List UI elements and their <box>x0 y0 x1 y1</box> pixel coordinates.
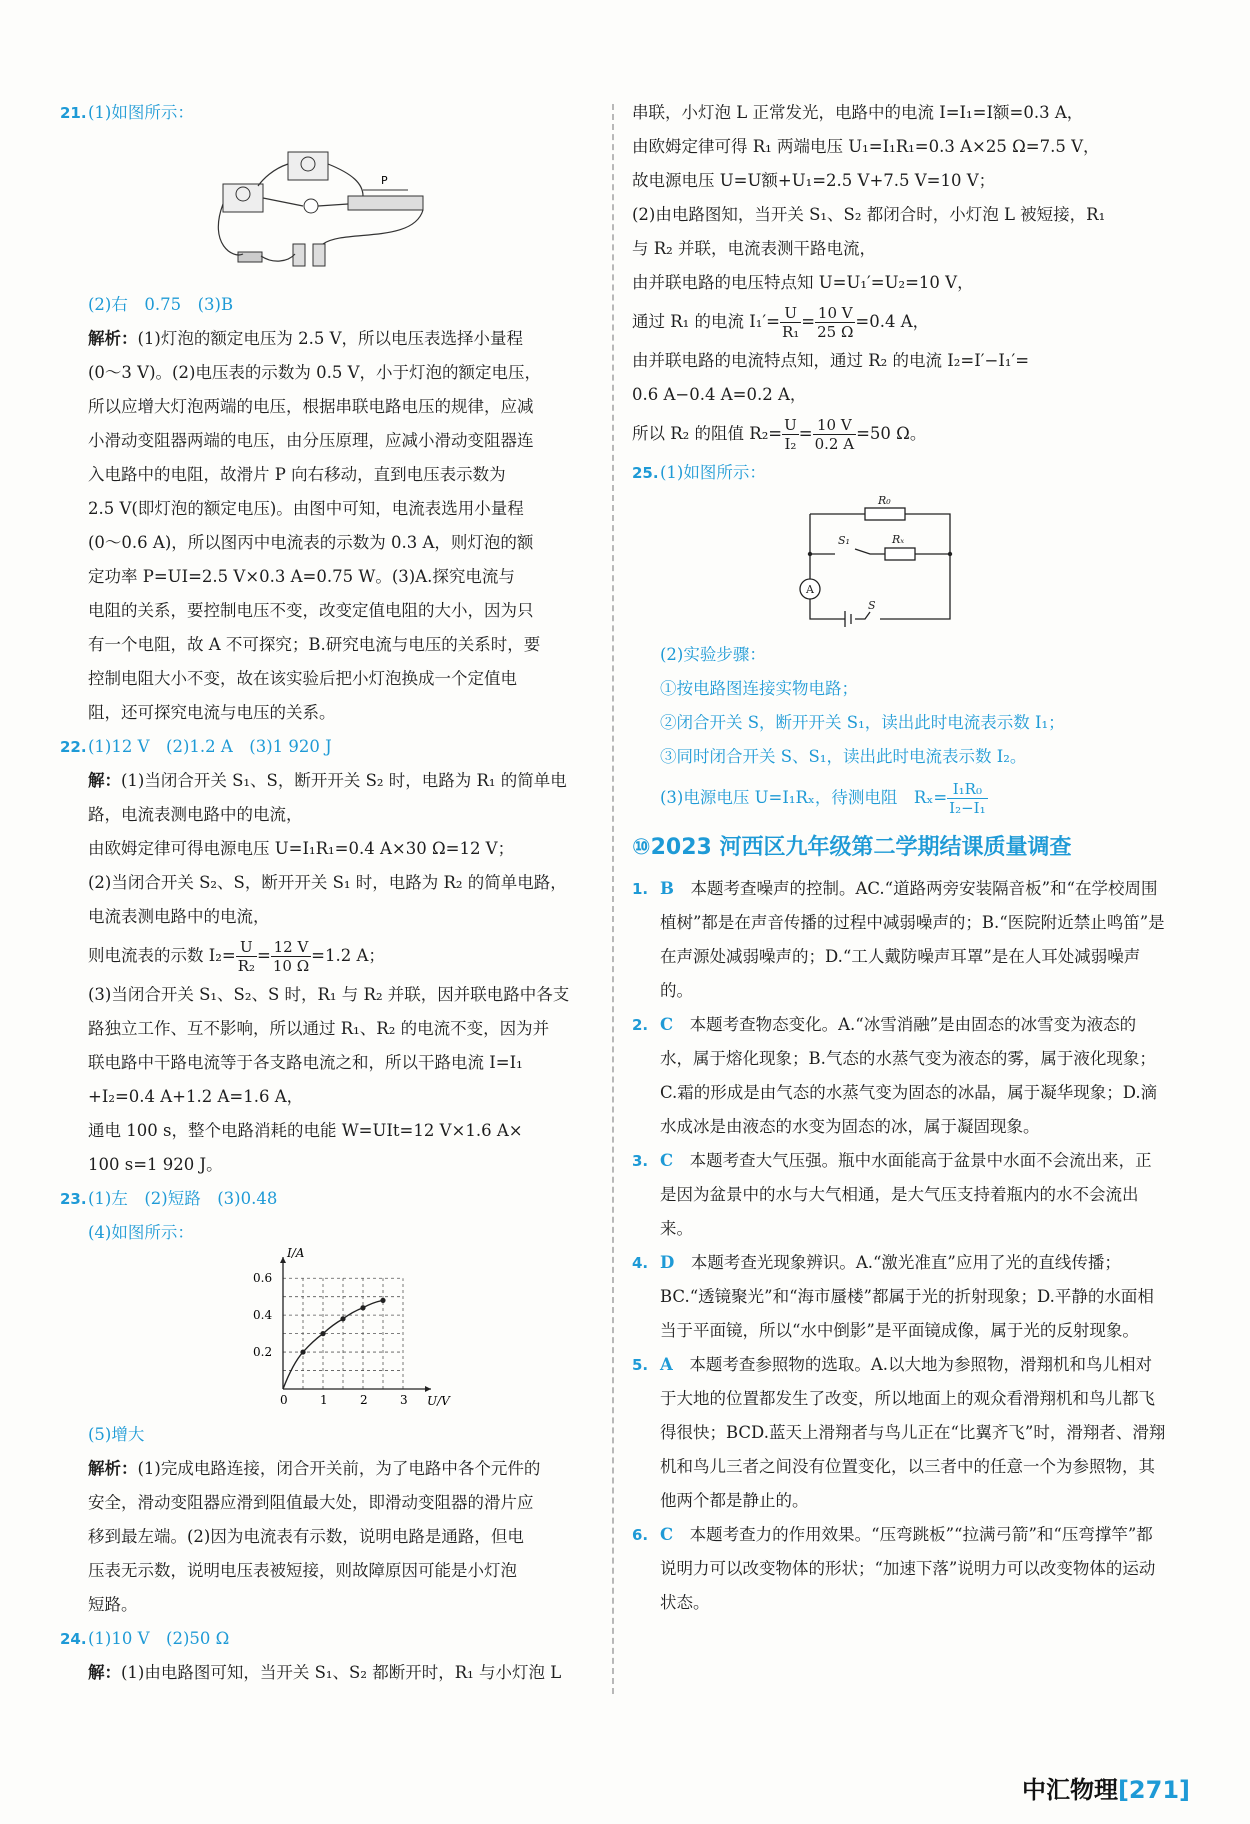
text-line: (0～0.6 A)，所以图丙中电流表的示数为 0.3 A，则灯泡的额 <box>88 533 534 552</box>
explanation <box>88 1452 598 1486</box>
item-text: 本题考查光现象辨识。A.“激光准直”应用了光的直线传播；BC.“透镜聚光”和“海市蜃楼”都属于光的折射现象；D.平静的水面相当于平面镜，所以“水中倒影”是平面镜成像，属于光的反射现象。 <box>660 1253 1154 1340</box>
right-column <box>632 96 1166 1620</box>
answer-line: (2)右 0.75 (3)B <box>88 295 234 314</box>
fraction <box>813 416 856 453</box>
item-text: 本题考查力的作用效果。“压弯跳板”“拉满弓箭”和“压弯撑竿”都说明力可以改变物体的形状；“加速下落”说明力可以改变物体的运动状态。 <box>660 1525 1156 1612</box>
answer-item-6 <box>632 1518 1166 1620</box>
denominator: 0.2 A <box>814 435 855 453</box>
item-number: 4. <box>632 1254 649 1272</box>
question-number: 23. <box>60 1190 87 1208</box>
text-line: 安全，滑动变阻器应滑到阻值最大处，即滑动变阻器的滑片应 <box>88 1493 534 1512</box>
book-title: 中汇物理 <box>1021 1776 1118 1804</box>
question-number: 21. <box>60 104 87 122</box>
numerator: 10 V <box>813 416 856 435</box>
answer-item-5 <box>632 1348 1166 1518</box>
denominator: R₁ <box>781 323 800 341</box>
answer-line: (4)如图所示： <box>88 1223 194 1242</box>
text-line: 串联，小灯泡 L 正常发光，电路中的电流 I=I₁=I额=0.3 A， <box>632 103 1084 122</box>
answer-item-1 <box>632 872 1166 1008</box>
y-tick-label: 0.6 <box>253 1271 273 1286</box>
question-number: 22. <box>60 738 87 756</box>
y-tick-label: 0.2 <box>253 1345 273 1360</box>
question-23 <box>60 1182 598 1622</box>
text-line: (1)由电路图可知，当开关 S₁、S₂ 都断开时，R₁ 与小灯泡 L <box>121 1663 562 1682</box>
x-tick-label: 0 <box>280 1393 288 1407</box>
numerator: U <box>784 416 797 434</box>
rx-resistor <box>885 548 915 560</box>
text-line: 移到最左端。(2)因为电流表有示数，说明电路是通路，但电 <box>88 1527 524 1546</box>
text-line: 电流表测电路中的电流， <box>88 907 270 926</box>
section-title: ⑩2023 河西区九年级第二学期结课质量调查 <box>632 835 1072 860</box>
question-number: 24. <box>60 1630 87 1648</box>
answer-letter: D <box>660 1253 675 1272</box>
explanation-label: 解析： <box>88 1459 138 1478</box>
text-line: 阻，还可探究电流与电压的关系。 <box>88 703 336 722</box>
answer-line: (1)如图所示： <box>88 103 194 122</box>
text-line: 由欧姆定律可得电源电压 U=I₁R₁=0.4 A×30 Ω=12 V； <box>88 839 515 858</box>
fraction <box>236 938 257 975</box>
text-line: 电阻的关系，要控制电压不变，改变定值电阻的大小，因为只 <box>88 601 534 620</box>
text-line: (3)当闭合开关 S₁、S₂、S 时，R₁ 与 R₂ 并联，因并联电路中各支 <box>88 985 570 1004</box>
y-axis-label: I/A <box>287 1246 305 1260</box>
answer-line: (5)增大 <box>88 1425 145 1444</box>
bulb-shape <box>304 199 318 213</box>
text-line: 短路。 <box>88 1595 138 1614</box>
text: =0.4 A， <box>855 312 930 331</box>
denominator: R₂ <box>237 957 256 975</box>
slider-label: P <box>381 174 388 187</box>
x-axis-label: U/V <box>427 1394 450 1408</box>
item-number: 1. <box>632 880 649 898</box>
x-tick-label: 2 <box>360 1393 368 1407</box>
x-axis-arrow <box>425 1386 431 1392</box>
fraction <box>271 938 311 975</box>
explanation-label: 解析： <box>88 329 138 348</box>
numerator: I₁R₀ <box>947 780 987 799</box>
answer-line: (2)实验步骤： <box>660 645 766 664</box>
text-line: 2.5 V(即灯泡的额定电压)。由图中可知，电流表选用小量程 <box>88 499 524 518</box>
question-22 <box>60 730 598 1182</box>
text-line: 故电源电压 U=U额+U₁=2.5 V+7.5 V=10 V； <box>632 171 996 190</box>
numerator: U <box>236 938 257 957</box>
step-line: ①按电路图连接实物电路； <box>660 679 858 698</box>
answer-letter: B <box>660 879 674 898</box>
text-line: (1)灯泡的额定电压为 2.5 V，所以电压表选择小量程 <box>137 329 524 348</box>
data-point <box>360 1305 365 1310</box>
text-line: 联电路中干路电流等于各支路电流之和，所以干路电流 I=I₁ <box>88 1053 523 1072</box>
denominator: 10 Ω <box>272 957 310 975</box>
answer-letter: A <box>660 1355 673 1374</box>
answer-list <box>632 872 1166 1620</box>
voltmeter-shape <box>288 152 328 180</box>
y-tick-label: 0.4 <box>253 1308 273 1323</box>
text: 则电流表的示数 I₂= <box>88 946 236 965</box>
item-text: 本题考查物态变化。A.“冰雪消融”是由固态的冰雪变为液态的水，属于熔化现象；B.气态的水蒸气变为液态的雾，属于液化现象；C.霜的形成是由气态的水蒸气变为固态的冰晶，属于凝华现象；D.滴水成冰是由液态的水变为固态的冰，属于凝固现象。 <box>660 1015 1158 1136</box>
ammeter-label: A <box>806 583 814 596</box>
text: (3)电源电压 U=I₁Rₓ，待测电阻 Rₓ= <box>660 788 948 807</box>
x-tick-label: 3 <box>400 1393 408 1407</box>
step-line: ③同时闭合开关 S、S₁，读出此时电流表示数 I₂。 <box>660 747 1027 766</box>
item-text: 本题考查参照物的选取。A.以大地为参照物，滑翔机和鸟儿相对于大地的位置都发生了改变，所以地面上的观众看滑翔机和鸟儿都飞得很快；BCD.蓝天上滑翔者与鸟儿正在“比翼齐飞”时，滑翔者、滑翔机和鸟儿三者之间没有位置变化，以三者中的任意一个为参照物，其他两个都是静止的。 <box>660 1355 1166 1510</box>
text-line: 与 R₂ 并联，电流表测干路电流， <box>632 239 877 258</box>
item-number: 5. <box>632 1356 649 1374</box>
text-line: (1)当闭合开关 S₁、S，断开开关 S₂ 时，电路为 R₁ 的简单电 <box>121 771 567 790</box>
formula-line: 通过 R₁ 的电流 I₁′= $\frac{U}{\text{R₁}}$ = $\frac{10 V}{25 \Omega}$ =0.4 A， <box>632 304 930 341</box>
text-line: 100 s=1 920 J。 <box>88 1155 223 1174</box>
text: 所以 R₂ 的阻值 R₂= <box>632 424 783 443</box>
text-line: 0.6 A−0.4 A=0.2 A， <box>632 385 807 404</box>
answer-letter: C <box>660 1015 674 1034</box>
text-line: 由并联电路的电流特点知，通过 R₂ 的电流 I₂=I′−I₁′= <box>632 351 1030 370</box>
answer-line: (1)12 V (2)1.2 A (3)1 920 J <box>88 737 332 756</box>
text-line: (2)由电路图知，当开关 S₁、S₂ 都闭合时，小灯泡 L 被短接，R₁ <box>632 205 1106 224</box>
text-line: (1)完成电路连接，闭合开关前，为了电路中各个元件的 <box>137 1459 541 1478</box>
answer-letter: C <box>660 1151 674 1170</box>
s1-label: S₁ <box>838 534 850 547</box>
solution <box>88 764 598 798</box>
text-line: (0～3 V)。(2)电压表的示数为 0.5 V，小于灯泡的额定电压， <box>88 363 542 382</box>
text-line: (2)当闭合开关 S₂、S，断开开关 S₁ 时，电路为 R₂ 的简单电路， <box>88 873 567 892</box>
text: =1.2 A； <box>311 946 385 965</box>
solution-label: 解： <box>88 771 121 790</box>
rx-label: Rₓ <box>892 533 905 546</box>
column-divider <box>612 104 614 1694</box>
page-number: [271] <box>1117 1776 1190 1804</box>
text-line: +I₂=0.4 A+1.2 A=1.6 A， <box>88 1087 304 1106</box>
data-point <box>340 1316 345 1321</box>
item-text: 本题考查大气压强。瓶中水面能高于盆景中水面不会流出来，正是因为盆景中的水与大气相通，是大气压支持着瓶内的水不会流出来。 <box>660 1151 1152 1238</box>
switch-shape <box>238 252 262 262</box>
answer-line: (1)如图所示： <box>660 463 766 482</box>
circuit-diagram <box>780 494 1000 634</box>
answer-item-2 <box>632 1008 1166 1144</box>
denominator: I₂−I₁ <box>949 799 986 817</box>
question-24-continued <box>632 96 1166 456</box>
explanation <box>88 322 598 356</box>
denominator: I₂ <box>784 435 797 453</box>
left-column <box>60 96 598 1690</box>
page-footer <box>1022 1770 1190 1805</box>
s-label: S <box>868 599 876 612</box>
answer-line: (1)左 (2)短路 (3)0.48 <box>88 1189 278 1208</box>
numerator: U <box>780 304 801 323</box>
ammeter-shape <box>223 184 263 212</box>
data-point <box>380 1298 385 1303</box>
text-line: 路，电流表测电路中的电流， <box>88 805 303 824</box>
rheostat-shape <box>348 196 423 210</box>
question-24 <box>60 1622 598 1690</box>
text-line: 由欧姆定律可得 R₁ 两端电压 U₁=I₁R₁=0.3 A×25 Ω=7.5 V， <box>632 137 1100 156</box>
question-number: 25. <box>632 464 659 482</box>
text-line: 通电 100 s，整个电路消耗的电能 W=UIt=12 V×1.6 A× <box>88 1121 523 1140</box>
data-point <box>300 1349 305 1354</box>
text-line: 定功率 P=UI=2.5 V×0.3 A=0.75 W。(3)A.探究电流与 <box>88 567 515 586</box>
item-number: 2. <box>632 1016 649 1034</box>
question-25 <box>632 456 1166 822</box>
text: 通过 R₁ 的电流 I₁′= <box>632 312 780 331</box>
text: = <box>257 946 271 965</box>
item-text: 本题考查噪声的控制。AC.“道路两旁安装隔音板”和“在学校周围植树”都是在声音传播的过程中减弱噪声的；B.“医院附近禁止鸣笛”是在声源处减弱噪声的；D.“工人戴防噪声耳罩”是在人耳处减弱噪声的。 <box>660 879 1165 1000</box>
text-line: 控制电阻大小不变，故在该实验后把小灯泡换成一个定值电 <box>88 669 517 688</box>
text-line: 由并联电路的电压特点知 U=U₁′=U₂=10 V， <box>632 273 974 292</box>
text-line: 压表无示数，说明电压表被短接，则故障原因可能是小灯泡 <box>88 1561 517 1580</box>
fraction <box>782 416 799 453</box>
item-number: 3. <box>632 1152 649 1170</box>
answer-item-4 <box>632 1246 1166 1348</box>
numerator: 10 V <box>815 304 855 323</box>
text-line: 路独立工作、互不影响，所以通过 R₁、R₂ 的电流不变，因为并 <box>88 1019 550 1038</box>
y-axis-arrow <box>280 1257 286 1263</box>
question-21 <box>60 96 598 730</box>
fraction <box>815 304 855 341</box>
answer-line: (1)10 V (2)50 Ω <box>88 1629 230 1648</box>
solution-label: 解： <box>88 1663 121 1682</box>
text-line: 所以应增大灯泡两端的电压，根据串联电路电压的规律，应减 <box>88 397 534 416</box>
text-line: 入电路中的电阻，故滑片 P 向右移动，直到电压表示数为 <box>88 465 506 484</box>
formula-line: 所以 R₂ 的阻值 R₂= $\frac{U}{\text{I₂}}$ = $\frac{10 V}{0.2 A}$ =50 Ω。 <box>632 416 927 453</box>
r0-label: R₀ <box>878 494 891 507</box>
formula-line <box>660 774 1166 822</box>
item-number: 6. <box>632 1526 649 1544</box>
text-line: 小滑动变阻器两端的电压，由分压原理，应减小滑动变阻器连 <box>88 431 534 450</box>
circuit-apparatus-figure <box>213 134 473 284</box>
text: =50 Ω。 <box>856 424 927 443</box>
x-tick-label: 1 <box>320 1393 328 1407</box>
fraction <box>780 304 801 341</box>
solution <box>88 1656 598 1690</box>
battery-shape <box>313 244 325 266</box>
denominator: 25 Ω <box>817 323 854 341</box>
text-line: 有一个电阻，故 A 不可探究；B.研究电流与电压的关系时，要 <box>88 635 541 654</box>
r0-resistor <box>865 508 905 520</box>
series-line <box>283 1300 383 1389</box>
iu-graph <box>243 1246 450 1414</box>
numerator: 12 V <box>271 938 311 957</box>
answer-item-3 <box>632 1144 1166 1246</box>
data-point <box>320 1331 325 1336</box>
fraction <box>947 780 987 817</box>
step-line: ②闭合开关 S，断开开关 S₁，读出此时电流表示数 I₁； <box>660 713 1065 732</box>
answer-letter: C <box>660 1525 674 1544</box>
formula-line <box>88 934 598 978</box>
